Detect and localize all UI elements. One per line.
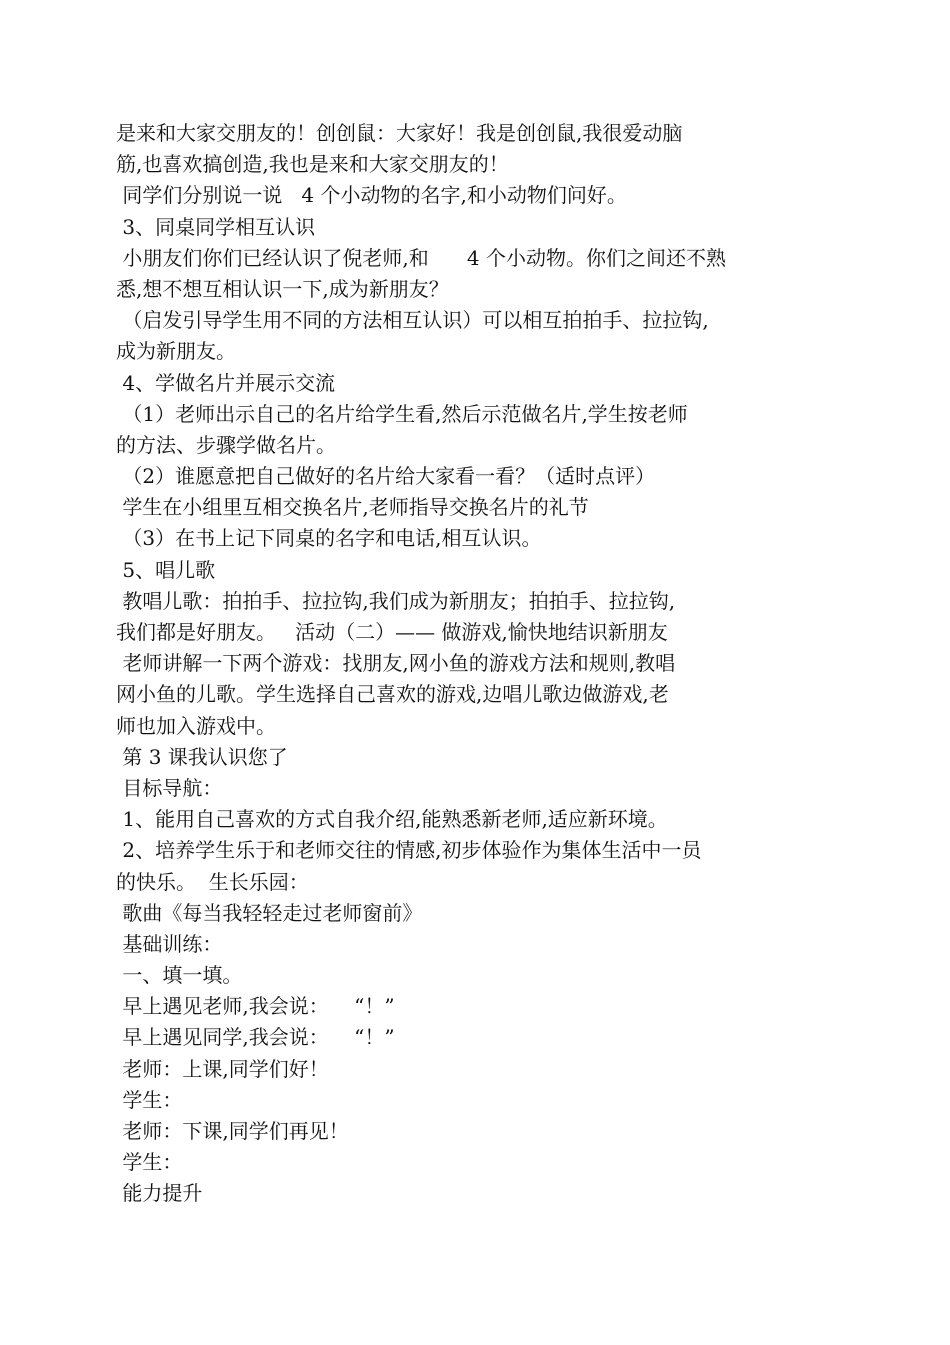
text-line: 筋,也喜欢搞创造,我也是来和大家交朋友的！ [116, 152, 509, 177]
text-line: 2、培养学生乐于和老师交往的情感,初步体验作为集体生活中一员 [116, 838, 702, 863]
text-line: 学生在小组里互相交换名片,老师指导交换名片的礼节 [116, 495, 589, 520]
text-line: 小朋友们你们已经认识了倪老师,和 4 个小动物。你们之间还不熟 [116, 245, 726, 270]
text-line: 早上遇见同学,我会说： “！” [116, 1025, 395, 1050]
text-line: 老师：上课,同学们好！ [116, 1056, 329, 1081]
section-heading: 目标导航： [116, 775, 223, 800]
text-line: 老师讲解一下两个游戏：找朋友,网小鱼的游戏方法和规则,教唱 [116, 651, 676, 676]
text-line: 一、填一填。 [116, 963, 243, 988]
text-line: 悉,想不想互相认识一下,成为新朋友？ [116, 276, 449, 301]
text-line: （2）谁愿意把自己做好的名片给大家看一看？（适时点评） [116, 464, 656, 489]
text-line: 老师：下课,同学们再见！ [116, 1119, 349, 1143]
text-line: 我们都是好朋友。 活动（二）—— 做游戏,愉快地结识新朋友 [116, 620, 668, 644]
text-line: 学生： [116, 1087, 183, 1112]
text-line: 歌曲《每当我轻轻走过老师窗前》 [116, 900, 423, 925]
section-heading: 5、唱儿歌 [116, 557, 216, 582]
section-heading: 基础训练： [116, 931, 223, 956]
text-line: 的方法、步骤学做名片。 [116, 432, 336, 457]
text-line: 是来和大家交朋友的！创创鼠：大家好！我是创创鼠,我很爱动脑 [116, 121, 683, 145]
section-heading: 能力提升 [116, 1181, 203, 1206]
text-line: 教唱儿歌：拍拍手、拉拉钩,我们成为新朋友；拍拍手、拉拉钩, [116, 588, 676, 613]
section-heading: 4、学做名片并展示交流 [116, 370, 336, 395]
text-line: （启发引导学生用不同的方法相互认识）可以相互拍拍手、拉拉钩, [116, 308, 709, 333]
text-line: （3）在书上记下同桌的名字和电话,相互认识。 [116, 526, 542, 551]
text-line: 1、能用自己喜欢的方式自我介绍,能熟悉新老师,适应新环境。 [116, 807, 668, 832]
text-line: 学生： [116, 1150, 183, 1175]
text-line: 早上遇见老师,我会说： “！” [116, 994, 395, 1019]
document-body [116, 118, 816, 1210]
text-line: （1）老师出示自己的名片给学生看,然后示范做名片,学生按老师 [116, 401, 688, 426]
text-line: 成为新朋友。 [116, 339, 236, 364]
section-heading: 3、同桌同学相互认识 [116, 214, 316, 239]
text-line: 同学们分别说一说 4 个小动物的名字,和小动物们问好。 [116, 183, 627, 208]
lesson-title: 第 3 课我认识您了 [116, 744, 288, 769]
text-line: 网小鱼的儿歌。学生选择自己喜欢的游戏,边唱儿歌边做游戏,老 [116, 682, 669, 707]
text-line: 师也加入游戏中。 [116, 713, 276, 738]
text-line: 的快乐。 生长乐园： [116, 869, 309, 894]
